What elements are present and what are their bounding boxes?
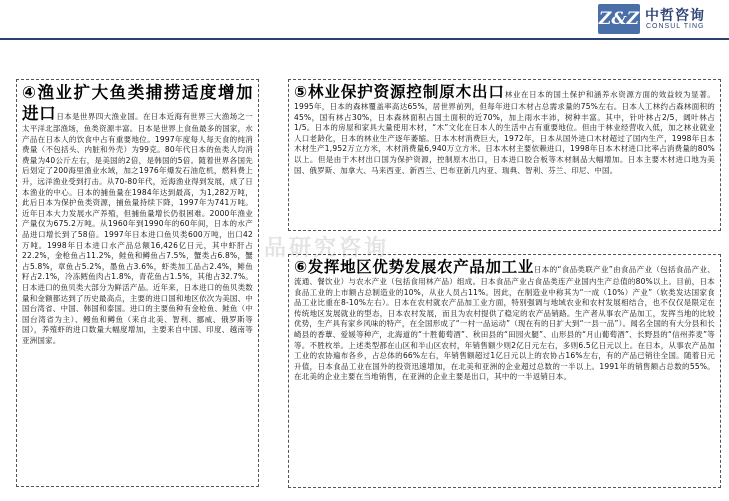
section-heading: ④渔业扩大鱼类捕捞适度增加进口	[22, 83, 253, 123]
header-divider	[0, 38, 729, 40]
section-body: 林业在日本的国土保护和涵养水资源方面的效益较为显著。1995年，日本的森林覆盖率高达65%，居世界前列，但每年进口木材占总需求量的75%左右。日本人工林约占森林面积的45%，国有林占30%，日本森林面积占国土面积的近70%，加上雨水丰沛，树种丰富。其中，针叶林占2/5，阔叶林占1/5。日本的房屋和家具大量使用木材，“木”文化在日本人的生活中占有重要地位。但由于林业经营收入低，加之林业就业人口老龄化，日本的林业生产逐年萎缩。日本木材消费巨大，1972年，日本从国外进口木材超过了国内生产，1998年日本木材生产1,952万立方米，木材消费量6,940万立方米。日本木材主要依赖进口，1998年日本木材进口比率占消费量的80%以上。但是由于木材出口国为保护资源，控制原木出口，日本进口胶合板等木材制品大幅增加。日本主要木材进口地为美国、俄罗斯、加拿大、马来西亚、新西兰、巴布亚新几内亚、瑞典、智利、芬兰、印尼、中国。	[294, 90, 716, 175]
section-forestry	[288, 79, 721, 231]
section-fisheries	[16, 79, 259, 487]
section-content	[294, 257, 715, 383]
watermark: 品研究咨询	[264, 236, 390, 261]
section-agro-processing	[288, 254, 721, 488]
section-body: 日本的“食品类联产业”由食品产业（包括食品产业、流通、餐饮业）与农水产业（包括食用林产品）组成。日本食品产业占食品类连产业国内生产总值的80%以上。目前，日本食品工业的上市额占总制造业的10%，从业人员占11%。因此，在制造业中称其为“一成（10%）产业”（软类发达国家食品工业比重在8-10%左右）。日本在农村就农产品加工业方面，特别强调与地域农业和农村发展相结合，也不仅仅是限定在传统地区发展就业的型态，日本农村发展，而且为农村提供了稳定的农产品销路。生产者从事农产品加工，发挥当地的比较优势，生产具有家乡风味的特产，在全国形成了“一村一品运动”（现在有的日扩大到“一县一品”）。闻名全国的有大分县和长崎县的香蕈、爱媛等种产，北海道的“十胜葡萄酒”、秋田县的“田园火腿”、山形县的“月山葡萄酒”、长野县的“信州荞麦”等等。不胜枚举。上述类型都在山区和半山区农村，年销售额少则2亿日元左右，多则6.5亿日元以上。在日本，从事农产品加工业的农协遍布各乡，占总体的66%左右，年销售额超过1亿日元以上的农协占16%左右，有的产品已销往全国。随着日元升值，日本食品工业在国外的投资迅速增加，在北美和亚洲的企业超过总数的一半以上。1991年的销售额占总数的55%。在北美的企业主要在当地销售，在亚洲的企业主要是出口，其中的一半返销日本。	[294, 265, 716, 382]
company-logo	[598, 4, 724, 36]
section-heading: ⑥发挥地区优势发展农产品加工业	[294, 258, 534, 276]
logo-chinese-name: 中哲咨询	[645, 8, 705, 24]
logo-english-name: CONSUL TING	[646, 23, 705, 30]
section-content	[294, 82, 715, 176]
section-body: 日本是世界四大渔业国。在日本近海有世界三大渔场之一太平洋北部渔场，鱼类资源丰富。日本是世界上食鱼最多的国家，水产品在日本人的饮食中占有重要地位。1997年度每人每天食的纯消费量（不包括头、内脏和外壳）为99克。80年代日本的鱼类人均消费量为40公斤左右，是美国的2倍，是韩国的5倍。随着世界各国先后划定了200海里渔业水域，加之1976年爆发石油危机，燃料费上升，远洋渔业受到打击。从70-80年代，近海渔业得到发展，成了日本渔业的中心。日本的捕鱼量在1984年达到最高，为1,282万吨，此后日本为保护鱼类资源，捕鱼量持续下降，1997年为741万吨。近年日本大力发展水产养殖，但捕鱼量增长仍很困难。2000年渔业产量仅为675.2万吨。从1960年到1990年的60年间，日本的水产品进口增长到了58倍。1997年日本进口鱼贝类600万吨，出口42万吨。1998年日本进口水产品总额16,426亿日元，其中虾肝占22.2%，金枪鱼占11.2%，鲑鱼和鳟鱼占7.5%，蟹类占6.8%，蟹占5.8%，章鱼占5.2%，墨鱼占3.6%，虾类加工品占2.4%，鲱鱼籽占2.1%，冷冻鳕鱼肉占1.8%，青花鱼占1.5%，其他占32.7%。日本进口的鱼贝类大部分为鲜活产品。近年来，日本进口的鱼贝类数量和金额都达到了历史最高点，主要的进口国和地区依次为美国、中国台湾省、中国、韩国和泰国。进口的主要鱼种有金枪鱼、鲑鱼（中国台湾省为主）、鳗鱼和鳟鱼（来自北美、智利、挪威、俄罗斯等国），养殖虾的进口数量大幅度增加，主要来自中国、印度、越南等亚洲国家。	[22, 112, 254, 345]
section-heading: ⑤林业保护资源控制原木出口	[294, 83, 505, 101]
logo-mark: Z&Z	[598, 4, 640, 34]
section-content	[22, 82, 253, 346]
